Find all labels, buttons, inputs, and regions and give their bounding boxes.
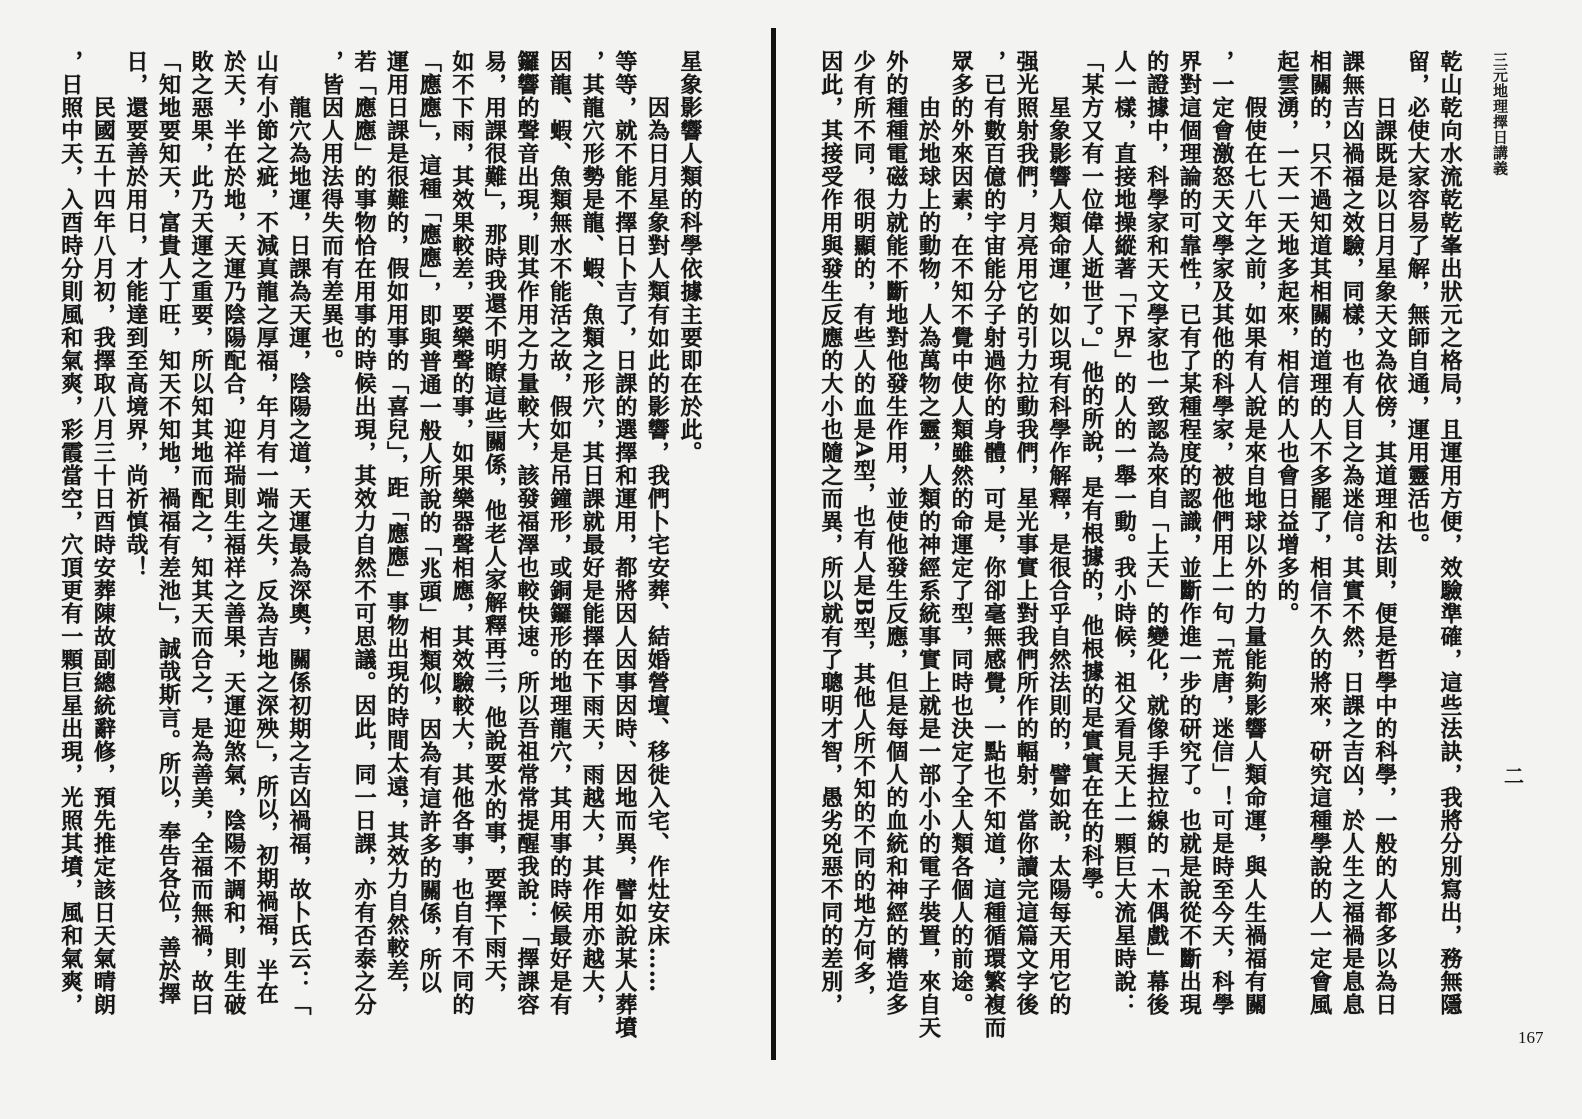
text-column: 若「應應」的事物恰在用事的時候出現，其效力自然不可思議。因此，同一日課，亦有否泰之分 [351,50,378,1016]
text-column: 星象影響人類的科學依據主要即在於此。 [677,50,703,464]
text-column: 人一樣，直接地操縱著「下界」的人的一舉一動。我小時候，祖父看見天上一顆巨大流星時說： [1111,50,1138,1016]
text-column: ，其龍穴形勢是龍、蝦、魚類之形穴，其日課就最好是能擇在下雨天，雨越大，其作用亦越大， [579,50,606,1016]
text-column: 課無吉凶禍福之效驗，同樣，也有人目之為迷信。其實不然，日課之吉凶，於人生之福禍是息息 [1339,50,1366,1016]
text-column: 相關的，只不過知道其相關的道理的人不多罷了，相信不久的將來，研究這種學說的人一定會風 [1306,50,1333,1016]
text-column: 於天，半在於地，天運乃陰陽配合，迎祥瑞則生福祥之善果，天運迎煞氣，陰陽不調和，則生破 [220,50,247,1016]
text-column: 鑼響的聲音出現，則其作用之力量較大，該發福澤也較快速。所以吾祖常常提醒我說：「擇課容 [514,50,541,1016]
text-column: 因龍、蝦、魚類無水不能活之故，假如是吊鐘形，或銅鑼形的地理龍穴，其用事的時候最好是有 [546,50,573,1016]
text-column: 日，還要善於用日，才能達到至高境界，尚祈慎哉！ [122,50,149,579]
running-title: 三元地理擇日講義 [1491,52,1509,176]
text-column: 如不下雨，其效果較差，要樂聲的事，如果樂器聲相應，其效驗較大，其他各事，也自有不同的 [448,50,475,1016]
text-column: 星象影響人類命運，如以現有科學作解釋，是很合乎自然法則的，譬如說，太陽每天用它的 [1045,96,1072,1016]
text-column: 「某方又有一位偉人逝世了。」他的所說，是有根據的，他根據的是實實在在的科學。 [1078,50,1105,913]
right-page-text-block [814,50,1466,1070]
text-column: 「知地要知天，富貴人丁旺，知天不知地，禍福有差池」，誠哉斯言。所以，奉告各位，善於擇 [155,50,182,1005]
text-column: 的證據中，科學家和天文學家也一致認為來自「上天」的變化，就像手握拉線的「木偶戲」幕後 [1143,50,1170,1016]
text-column: 山有小節之疵，不減真龍之厚福，年月有一端之失，反為吉地之深殃」，所以，初期禍福，半在 [253,50,280,1005]
book-spine [771,28,776,1060]
text-column: 龍穴為地運，日課為天運，陰陽之道，天運最為深奧，關係初期之吉凶禍福，故卜氏云：「 [285,96,312,1016]
text-column: 外的種種電磁力就能不斷地對他發生作用，並使他發生反應，但是每個人的血統和神經的構造多 [882,50,909,1016]
text-column: 由於地球上的動物，人為萬物之靈，人類的神經系統事實上就是一部小小的電子裝置，來自天 [915,96,942,1039]
text-column: 少有所不同，很明顯的，有些人的血是A型，也有人是B型，其他人所不知的不同的地方何多， [850,50,877,1008]
text-column: 「應應」，這種「應應」，即與普通一般人所說的「兆頭」相類似，因為有這許多的關係，所以 [416,50,443,994]
text-column: 敗之惡果，此乃天運之重要，所以知其地而配之，知其天而合之，是為善美，全福而無禍，故曰 [188,50,215,1016]
text-column: 易，用課很難」，那時我還不明瞭這些關係，他老人家解釋再三，他說要水的事，要擇下雨天， [481,50,508,1005]
text-column: 等等，就不能不擇日卜吉了，日課的選擇和運用，都將因人因事因時、因地而異，譬如說某人葬墳 [611,50,638,1039]
text-column: 起雲湧，一天一天地多起來，相信的人也會日益增多的。 [1274,50,1301,625]
text-column: ，皆因人用法得失而有差異也。 [318,50,345,372]
text-column: 留，必使大家容易了解，無師自通，運用靈活也。 [1404,50,1431,556]
text-column: 乾山乾向水流乾乾峯出狀元之格局，且運用方便，效驗準確，這些法訣，我將分別寫出，務無隱 [1437,50,1463,1016]
text-column: 因為日月星象對人類有如此的影響，我們卜宅安葬、結婚營壇、移徙入宅、作灶安床…… [644,96,671,993]
text-column: 因此，其接受作用與發生反應的大小也隨之而異，所以就有了聰明才智，愚劣兇惡不同的差別， [817,50,844,1016]
text-column: ，已有數百億的宇宙能分子射過你的身體，可是，你卻毫無感覺，一點也不知道，這種循環繁複而 [980,50,1007,1039]
page-number-chinese: 二 [1504,764,1524,788]
text-column: 强光照射我們，月亮用它的引力拉動我們，星光事實上對我們所作的輻射，當你讀完這篇文字後 [1013,50,1040,1016]
text-column: 民國五十四年八月初，我擇取八月三十日酉時安葬陳故副總統辭修，預先推定該日天氣晴朗 [90,96,117,1016]
text-column: 運用日課是很難的，假如用事的「喜兒」，距「應應」事物出現的時間太遠，其效力自然較差， [383,50,410,1005]
page-number: 167 [1518,1028,1544,1047]
left-page [0,0,770,1119]
text-column: 眾多的外來因素，在不知不覺中使人類雖然的命運定了型，同時也決定了全人類各個人的前途。 [948,50,975,1016]
text-column: 假使在七八年之前，如果有人說是來自地球以外的力量能夠影響人類命運，與人生禍福有關 [1241,96,1268,1016]
text-column: ，一定會激怒天文學家及其他的科學家，被他們用上一句「荒唐，迷信」！可是時至今天，科學 [1208,50,1235,1016]
text-column: 界對這個理論的可靠性，已有了某種程度的認識，並斷作進一步的研究了。也就是說從不斷出現 [1176,50,1203,1016]
right-page [778,0,1582,1119]
text-column: ，日照中天，入酉時分則風和氣爽，彩霞當空，穴頂更有一顆巨星出現，光照其墳，風和氣爽， [57,50,84,1016]
text-column: 日課既是以日月星象天文為依傍，其道理和法則，便是哲學中的科學，一般的人都多以為日 [1371,96,1398,1016]
left-page-text-block [54,50,706,1070]
